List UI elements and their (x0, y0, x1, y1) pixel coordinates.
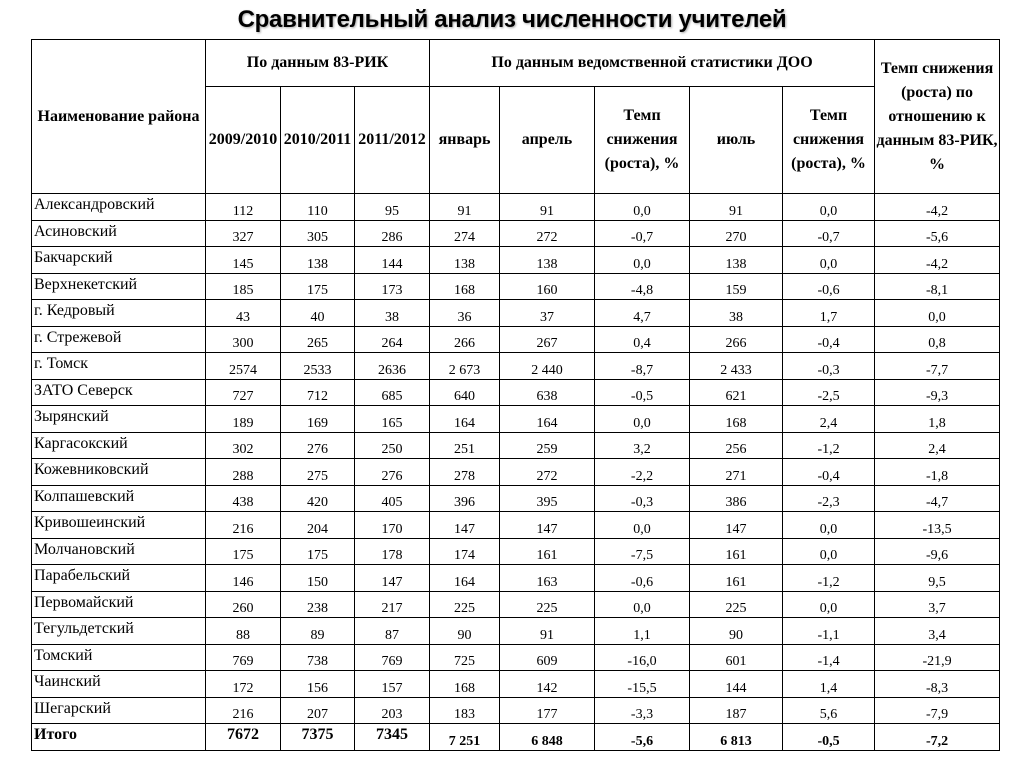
cell-january: 183 (430, 697, 500, 724)
table-row (32, 538, 1000, 565)
cell-rate-vs-rik: 3,7 (875, 591, 1000, 618)
header-rate-2: Темп снижения (роста), % (783, 87, 875, 194)
cell-rate-1: -0,6 (595, 565, 690, 592)
cell-2010: 40 (281, 300, 355, 327)
cell-rate-vs-rik: -4,2 (875, 247, 1000, 274)
cell-2011: 405 (355, 485, 430, 512)
cell-2010: 175 (281, 538, 355, 565)
cell-rate-2: -1,2 (783, 565, 875, 592)
cell-july: 256 (690, 432, 783, 459)
cell-2010: 110 (281, 194, 355, 221)
cell-2010: 275 (281, 459, 355, 486)
header-2010: 2010/2011 (281, 87, 355, 194)
cell-july: 144 (690, 671, 783, 698)
cell-2010: 738 (281, 644, 355, 671)
cell-2010: 156 (281, 671, 355, 698)
cell-rate-1: 1,1 (595, 618, 690, 645)
table-row (32, 671, 1000, 698)
cell-rate-2: -0,4 (783, 326, 875, 353)
cell-rate-2: -0,3 (783, 353, 875, 380)
district-name: Шегарский (32, 697, 206, 724)
cell-2011: 203 (355, 697, 430, 724)
district-name: Каргасокский (32, 432, 206, 459)
district-name: Александровский (32, 194, 206, 221)
district-name: Зырянский (32, 406, 206, 433)
cell-rate-1: 0,0 (595, 406, 690, 433)
total-cell-rate-vs-rik: -7,2 (875, 724, 1000, 751)
table-body (32, 194, 1000, 751)
cell-rate-vs-rik: -5,6 (875, 220, 1000, 247)
cell-january: 2 673 (430, 353, 500, 380)
district-name: Бакчарский (32, 247, 206, 274)
cell-2009: 769 (206, 644, 281, 671)
cell-april: 272 (500, 459, 595, 486)
header-district: Наименование района (32, 40, 206, 194)
cell-july: 159 (690, 273, 783, 300)
cell-2009: 146 (206, 565, 281, 592)
cell-july: 621 (690, 379, 783, 406)
cell-rate-vs-rik: 3,4 (875, 618, 1000, 645)
cell-2010: 204 (281, 512, 355, 539)
cell-july: 271 (690, 459, 783, 486)
cell-january: 147 (430, 512, 500, 539)
total-cell-rate-1: -5,6 (595, 724, 690, 751)
table-row (32, 459, 1000, 486)
cell-rate-1: -0,3 (595, 485, 690, 512)
table-row (32, 220, 1000, 247)
cell-2011: 276 (355, 459, 430, 486)
header-doo-group: По данным ведомственной статистики ДОО (430, 40, 875, 87)
table-row (32, 406, 1000, 433)
cell-2009: 302 (206, 432, 281, 459)
table-row (32, 194, 1000, 221)
cell-2010: 276 (281, 432, 355, 459)
table-row (32, 512, 1000, 539)
cell-july: 38 (690, 300, 783, 327)
cell-april: 395 (500, 485, 595, 512)
cell-rate-vs-rik: -8,3 (875, 671, 1000, 698)
cell-rate-vs-rik: -7,7 (875, 353, 1000, 380)
cell-april: 161 (500, 538, 595, 565)
cell-april: 609 (500, 644, 595, 671)
cell-2009: 172 (206, 671, 281, 698)
total-cell-january: 7 251 (430, 724, 500, 751)
cell-january: 225 (430, 591, 500, 618)
cell-rate-2: 0,0 (783, 538, 875, 565)
cell-july: 225 (690, 591, 783, 618)
cell-2010: 305 (281, 220, 355, 247)
cell-2009: 727 (206, 379, 281, 406)
cell-2011: 170 (355, 512, 430, 539)
cell-2009: 112 (206, 194, 281, 221)
cell-january: 168 (430, 273, 500, 300)
cell-april: 160 (500, 273, 595, 300)
cell-rate-2: -0,4 (783, 459, 875, 486)
cell-2010: 89 (281, 618, 355, 645)
cell-april: 91 (500, 618, 595, 645)
cell-rate-vs-rik: -8,1 (875, 273, 1000, 300)
header-2011: 2011/2012 (355, 87, 430, 194)
cell-2009: 438 (206, 485, 281, 512)
cell-2010: 207 (281, 697, 355, 724)
cell-rate-2: 0,0 (783, 194, 875, 221)
cell-july: 270 (690, 220, 783, 247)
table-row (32, 326, 1000, 353)
cell-rate-vs-rik: -4,7 (875, 485, 1000, 512)
cell-rate-vs-rik: -4,2 (875, 194, 1000, 221)
cell-rate-1: -0,7 (595, 220, 690, 247)
cell-2009: 185 (206, 273, 281, 300)
cell-april: 259 (500, 432, 595, 459)
table-row (32, 247, 1000, 274)
district-name: г. Кедровый (32, 300, 206, 327)
cell-april: 138 (500, 247, 595, 274)
cell-rate-1: 0,4 (595, 326, 690, 353)
cell-rate-1: -4,8 (595, 273, 690, 300)
district-name: Тегульдетский (32, 618, 206, 645)
district-name: Асиновский (32, 220, 206, 247)
cell-january: 274 (430, 220, 500, 247)
cell-april: 272 (500, 220, 595, 247)
cell-rate-1: 0,0 (595, 247, 690, 274)
cell-rate-2: 0,0 (783, 512, 875, 539)
cell-rate-vs-rik: -7,9 (875, 697, 1000, 724)
cell-january: 36 (430, 300, 500, 327)
cell-rate-2: -1,1 (783, 618, 875, 645)
cell-2010: 238 (281, 591, 355, 618)
district-name: Колпашевский (32, 485, 206, 512)
cell-2009: 88 (206, 618, 281, 645)
table-row (32, 644, 1000, 671)
cell-2010: 150 (281, 565, 355, 592)
cell-2011: 87 (355, 618, 430, 645)
cell-2011: 147 (355, 565, 430, 592)
total-cell-2011: 7345 (355, 724, 430, 751)
table-row (32, 379, 1000, 406)
cell-2009: 216 (206, 512, 281, 539)
cell-2010: 712 (281, 379, 355, 406)
cell-january: 278 (430, 459, 500, 486)
cell-2010: 420 (281, 485, 355, 512)
header-rik-group: По данным 83-РИК (206, 40, 430, 87)
cell-rate-1: 0,0 (595, 512, 690, 539)
cell-rate-2: 5,6 (783, 697, 875, 724)
cell-rate-1: 0,0 (595, 591, 690, 618)
total-label: Итого (32, 724, 206, 751)
cell-april: 91 (500, 194, 595, 221)
teachers-table (31, 39, 1000, 751)
district-name: Томский (32, 644, 206, 671)
cell-2011: 38 (355, 300, 430, 327)
cell-july: 147 (690, 512, 783, 539)
district-name: Верхнекетский (32, 273, 206, 300)
cell-january: 164 (430, 406, 500, 433)
cell-rate-2: 2,4 (783, 406, 875, 433)
cell-2011: 217 (355, 591, 430, 618)
cell-2011: 264 (355, 326, 430, 353)
cell-april: 142 (500, 671, 595, 698)
cell-2009: 2574 (206, 353, 281, 380)
cell-july: 601 (690, 644, 783, 671)
cell-2011: 144 (355, 247, 430, 274)
total-cell-2009: 7672 (206, 724, 281, 751)
cell-rate-2: 0,0 (783, 247, 875, 274)
cell-rate-2: -1,2 (783, 432, 875, 459)
cell-2009: 288 (206, 459, 281, 486)
district-name: Кожевниковский (32, 459, 206, 486)
header-july: июль (690, 87, 783, 194)
cell-2011: 157 (355, 671, 430, 698)
cell-april: 2 440 (500, 353, 595, 380)
cell-july: 161 (690, 538, 783, 565)
cell-2009: 145 (206, 247, 281, 274)
cell-2010: 2533 (281, 353, 355, 380)
cell-2010: 265 (281, 326, 355, 353)
cell-2009: 300 (206, 326, 281, 353)
cell-january: 164 (430, 565, 500, 592)
district-name: Первомайский (32, 591, 206, 618)
cell-rate-vs-rik: -9,6 (875, 538, 1000, 565)
cell-rate-2: -0,6 (783, 273, 875, 300)
cell-january: 640 (430, 379, 500, 406)
cell-april: 177 (500, 697, 595, 724)
total-cell-rate-2: -0,5 (783, 724, 875, 751)
cell-rate-vs-rik: -21,9 (875, 644, 1000, 671)
cell-rate-1: -2,2 (595, 459, 690, 486)
cell-rate-1: -15,5 (595, 671, 690, 698)
district-name: Кривошеинский (32, 512, 206, 539)
district-name: Чаинский (32, 671, 206, 698)
cell-2009: 260 (206, 591, 281, 618)
table-row (32, 485, 1000, 512)
page-title: Сравнительный анализ численности учителей (237, 6, 787, 33)
cell-2010: 138 (281, 247, 355, 274)
district-name: г. Стрежевой (32, 326, 206, 353)
cell-rate-1: -8,7 (595, 353, 690, 380)
cell-2011: 178 (355, 538, 430, 565)
cell-rate-2: 0,0 (783, 591, 875, 618)
cell-july: 138 (690, 247, 783, 274)
cell-2010: 175 (281, 273, 355, 300)
cell-rate-1: -16,0 (595, 644, 690, 671)
cell-2011: 2636 (355, 353, 430, 380)
cell-2009: 43 (206, 300, 281, 327)
cell-april: 147 (500, 512, 595, 539)
cell-july: 161 (690, 565, 783, 592)
cell-january: 266 (430, 326, 500, 353)
cell-january: 251 (430, 432, 500, 459)
cell-rate-1: 0,0 (595, 194, 690, 221)
cell-january: 168 (430, 671, 500, 698)
cell-2011: 769 (355, 644, 430, 671)
cell-april: 164 (500, 406, 595, 433)
cell-rate-vs-rik: 0,8 (875, 326, 1000, 353)
cell-january: 90 (430, 618, 500, 645)
cell-january: 138 (430, 247, 500, 274)
cell-rate-vs-rik: 1,8 (875, 406, 1000, 433)
table-row (32, 697, 1000, 724)
cell-2011: 173 (355, 273, 430, 300)
table-row (32, 591, 1000, 618)
cell-april: 37 (500, 300, 595, 327)
cell-rate-2: -1,4 (783, 644, 875, 671)
cell-2009: 327 (206, 220, 281, 247)
cell-july: 90 (690, 618, 783, 645)
cell-april: 225 (500, 591, 595, 618)
header-2009: 2009/2010 (206, 87, 281, 194)
cell-2009: 216 (206, 697, 281, 724)
cell-rate-vs-rik: -1,8 (875, 459, 1000, 486)
table-row (32, 618, 1000, 645)
district-name: ЗАТО Северск (32, 379, 206, 406)
cell-rate-2: -2,3 (783, 485, 875, 512)
cell-2009: 189 (206, 406, 281, 433)
cell-january: 725 (430, 644, 500, 671)
cell-rate-vs-rik: -9,3 (875, 379, 1000, 406)
table-row (32, 273, 1000, 300)
cell-2011: 95 (355, 194, 430, 221)
cell-2011: 286 (355, 220, 430, 247)
header-april: апрель (500, 87, 595, 194)
cell-rate-1: 4,7 (595, 300, 690, 327)
district-name: г. Томск (32, 353, 206, 380)
cell-rate-2: 1,7 (783, 300, 875, 327)
cell-rate-vs-rik: 0,0 (875, 300, 1000, 327)
header-rate-1: Темп снижения (роста), % (595, 87, 690, 194)
cell-july: 187 (690, 697, 783, 724)
cell-rate-vs-rik: 2,4 (875, 432, 1000, 459)
header-rate-vs-rik: Темп снижения (роста) по отношению к данным 83-РИК, % (875, 40, 1000, 194)
cell-rate-2: -2,5 (783, 379, 875, 406)
cell-january: 174 (430, 538, 500, 565)
cell-2011: 685 (355, 379, 430, 406)
total-cell-2010: 7375 (281, 724, 355, 751)
cell-2010: 169 (281, 406, 355, 433)
cell-january: 91 (430, 194, 500, 221)
cell-july: 386 (690, 485, 783, 512)
cell-2011: 250 (355, 432, 430, 459)
cell-rate-vs-rik: -13,5 (875, 512, 1000, 539)
cell-2009: 175 (206, 538, 281, 565)
cell-rate-1: 3,2 (595, 432, 690, 459)
table-row (32, 353, 1000, 380)
table-row (32, 565, 1000, 592)
header-january: январь (430, 87, 500, 194)
cell-july: 91 (690, 194, 783, 221)
cell-july: 168 (690, 406, 783, 433)
cell-rate-2: 1,4 (783, 671, 875, 698)
cell-rate-vs-rik: 9,5 (875, 565, 1000, 592)
cell-april: 267 (500, 326, 595, 353)
cell-rate-1: -3,3 (595, 697, 690, 724)
cell-april: 638 (500, 379, 595, 406)
table-row (32, 432, 1000, 459)
cell-july: 2 433 (690, 353, 783, 380)
cell-april: 163 (500, 565, 595, 592)
district-name: Молчановский (32, 538, 206, 565)
district-name: Парабельский (32, 565, 206, 592)
total-row (32, 724, 1000, 751)
cell-january: 396 (430, 485, 500, 512)
total-cell-april: 6 848 (500, 724, 595, 751)
cell-rate-2: -0,7 (783, 220, 875, 247)
cell-rate-1: -0,5 (595, 379, 690, 406)
cell-2011: 165 (355, 406, 430, 433)
total-cell-july: 6 813 (690, 724, 783, 751)
cell-july: 266 (690, 326, 783, 353)
cell-rate-1: -7,5 (595, 538, 690, 565)
table-row (32, 300, 1000, 327)
